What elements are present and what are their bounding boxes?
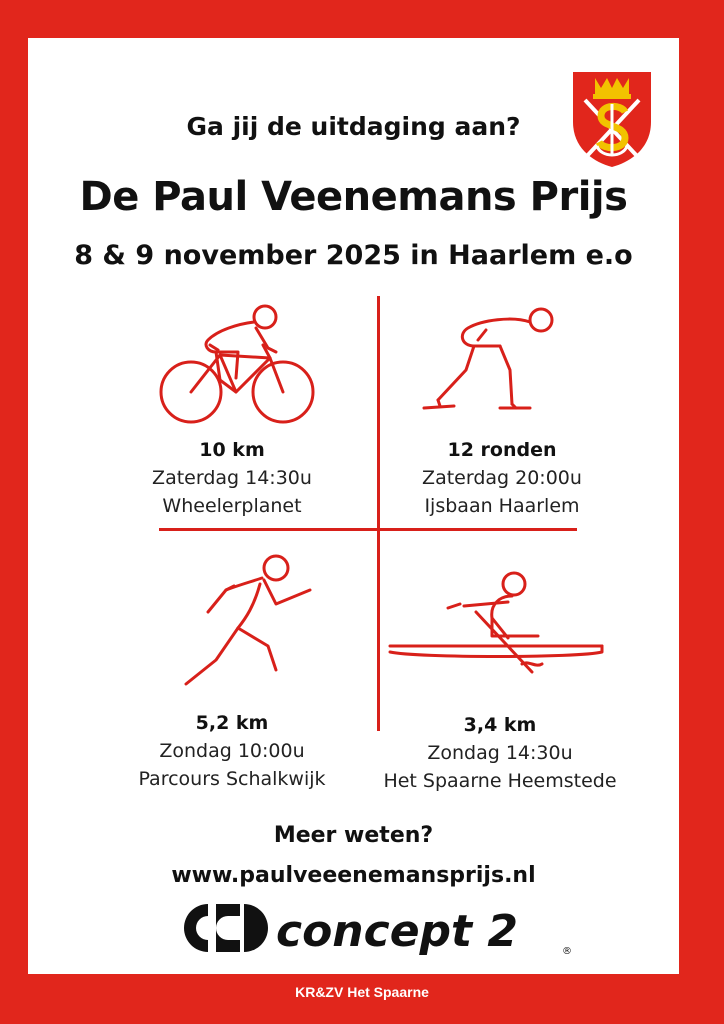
page-title: De Paul Veenemans Prijs	[79, 174, 628, 220]
event-location: Parcours Schalkwijk	[138, 768, 326, 790]
event-date: 8 & 9 november 2025 in Haarlem e.o	[74, 240, 633, 271]
footer-club: KR&ZV Het Spaarne	[295, 984, 429, 1000]
rower-icon	[388, 568, 606, 678]
poster-card	[28, 38, 679, 974]
event-distance: 12 ronden	[447, 439, 557, 461]
event-time: Zondag 14:30u	[427, 742, 573, 764]
event-distance: 5,2 km	[195, 712, 269, 734]
event-time: Zaterdag 20:00u	[422, 467, 582, 489]
event-location: Ijsbaan Haarlem	[424, 495, 580, 517]
event-distance: 3,4 km	[463, 714, 537, 736]
event-location: Het Spaarne Heemstede	[383, 770, 617, 792]
divider-horizontal	[159, 528, 577, 531]
more-info	[28, 816, 679, 896]
sponsor-name: concept 2	[276, 906, 519, 957]
speed-skater-icon	[420, 300, 560, 418]
event-running	[102, 709, 362, 793]
event-distance: 10 km	[199, 439, 265, 461]
event-time: Zaterdag 14:30u	[152, 467, 312, 489]
event-rowing	[355, 711, 645, 795]
runner-icon	[180, 550, 320, 690]
website-link[interactable]: www.paulveeenemansprijs.nl	[171, 863, 536, 888]
event-time: Zondag 10:00u	[159, 740, 305, 762]
event-skating	[372, 436, 632, 520]
more-info-question: Meer weten?	[273, 823, 434, 848]
sponsor-mark: ®	[562, 946, 572, 957]
cyclist-icon	[158, 300, 318, 425]
concept2-logo	[178, 898, 578, 958]
subtitle: Ga jij de uitdaging aan?	[186, 112, 521, 141]
event-cycling	[102, 436, 362, 520]
event-location: Wheelerplanet	[162, 495, 302, 517]
